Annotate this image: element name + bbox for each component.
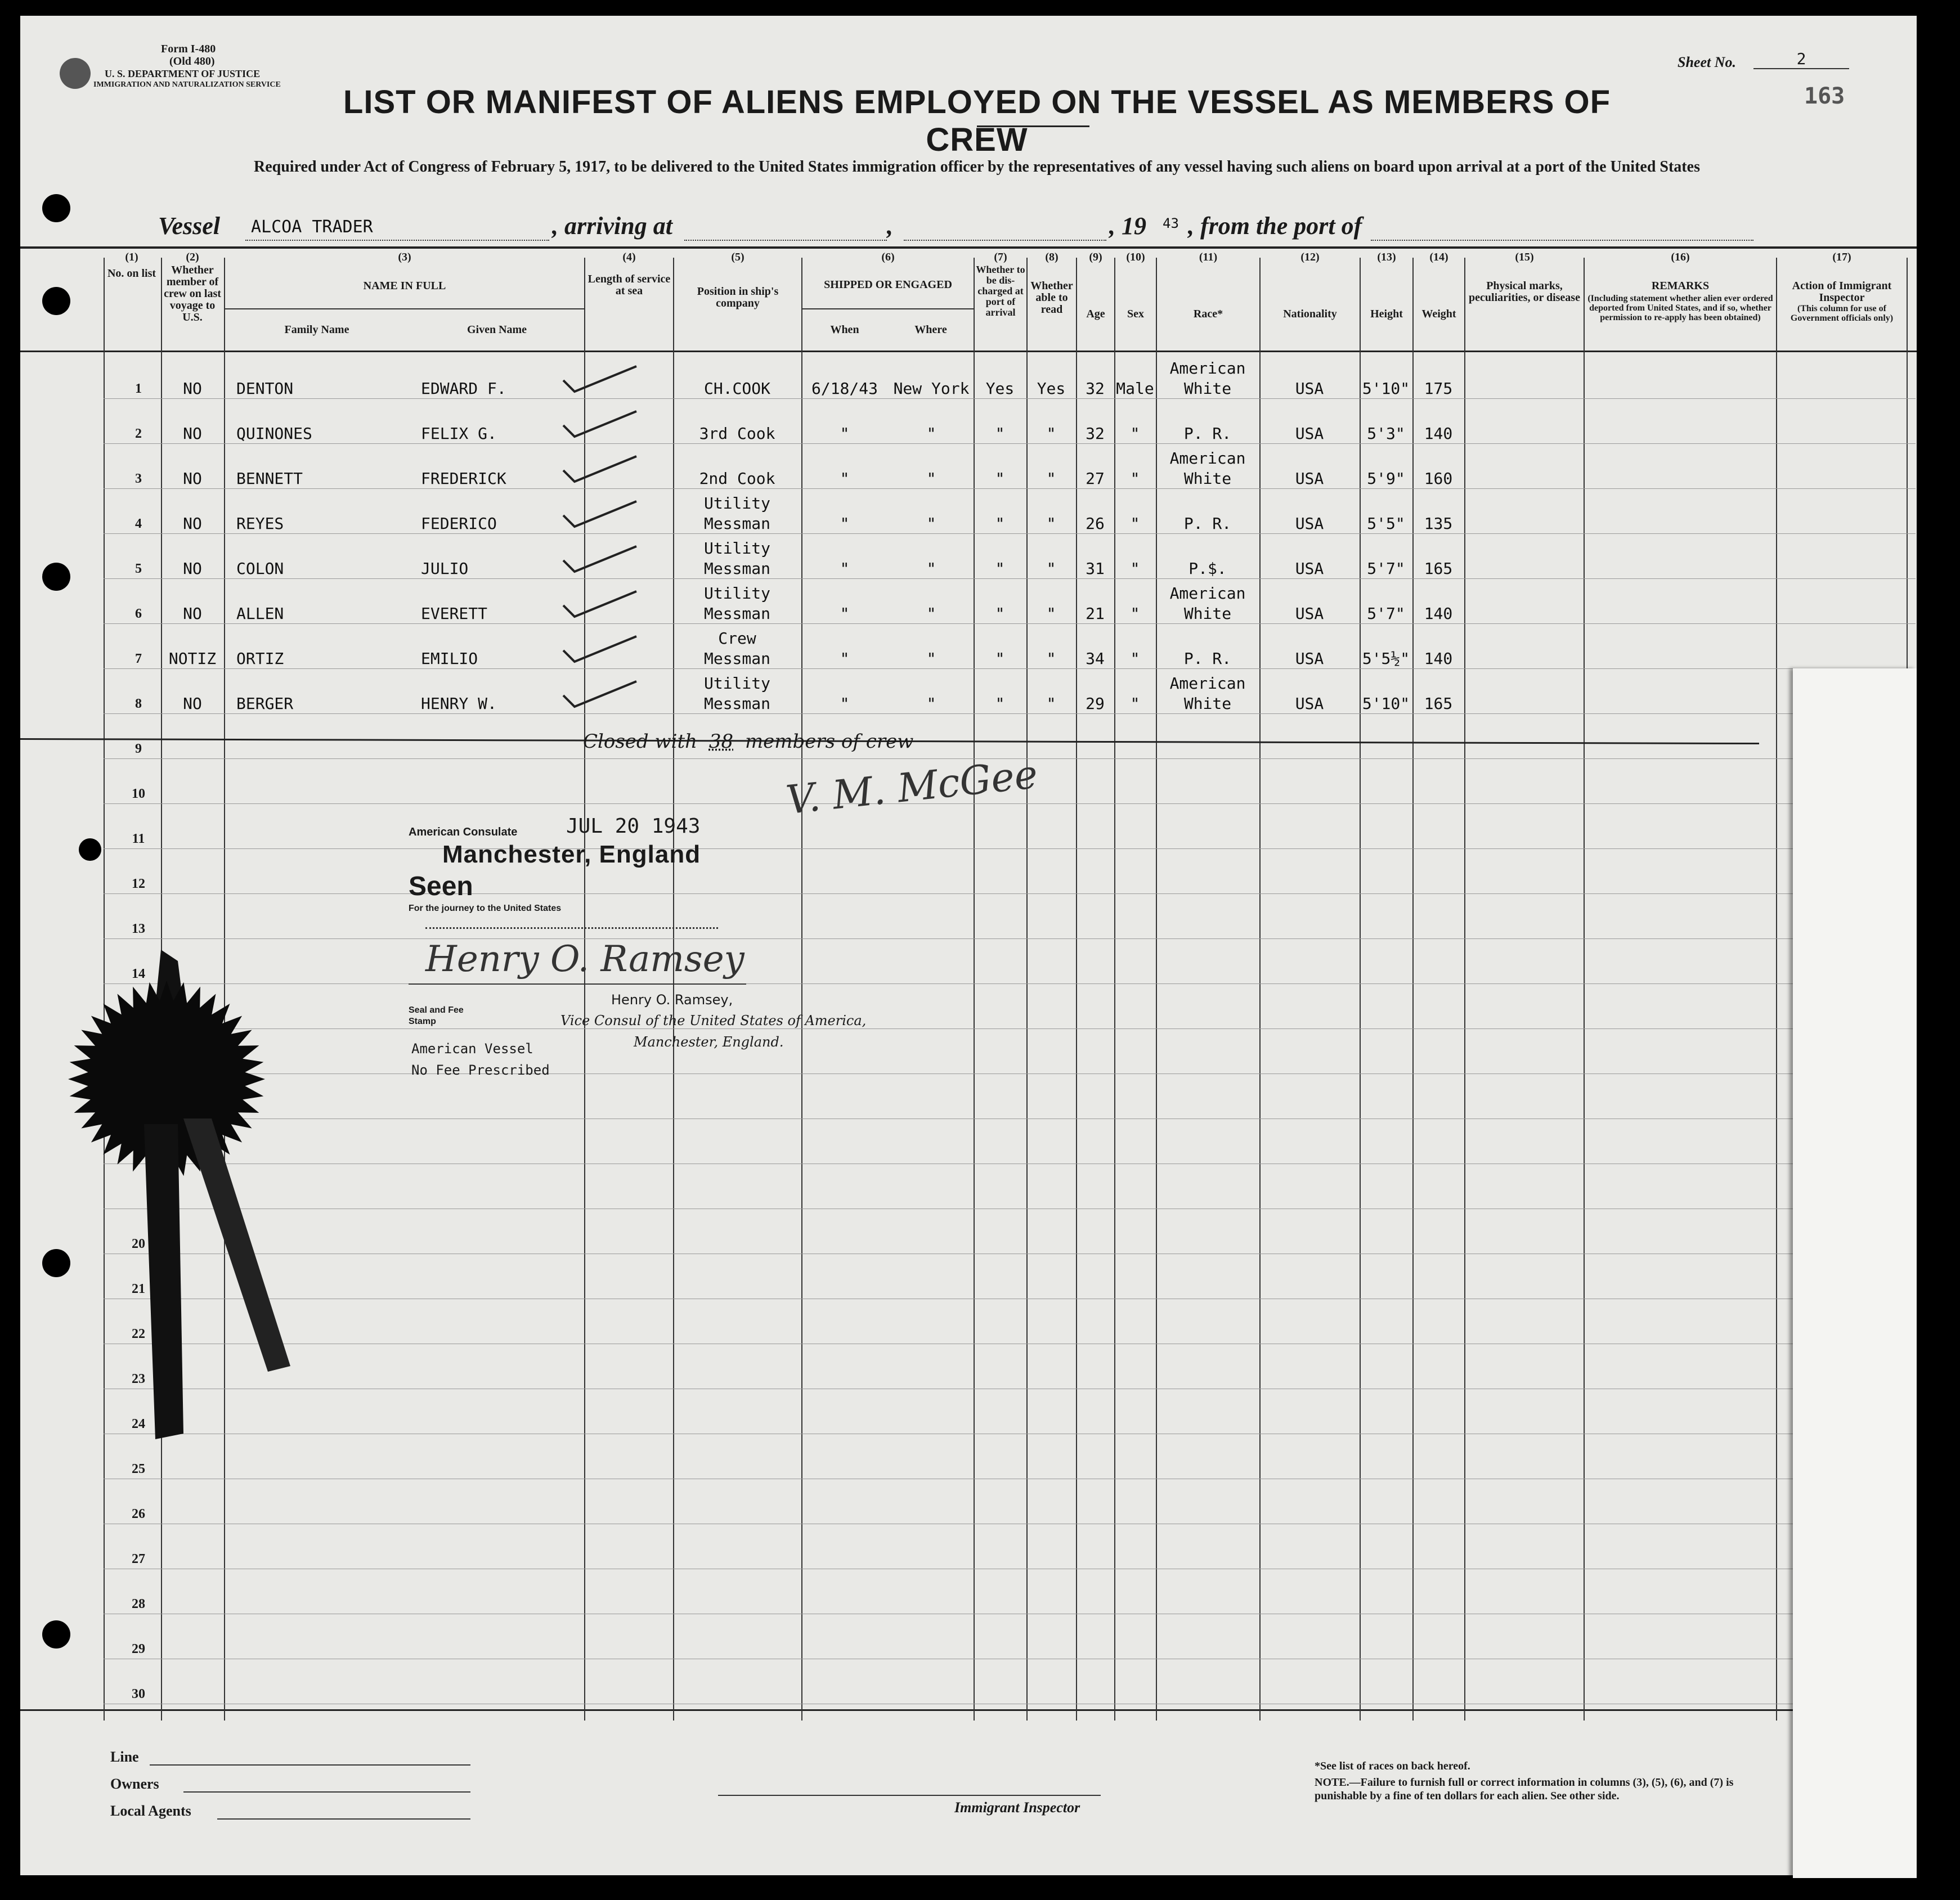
cell-read: " [1046,469,1056,488]
header-inspector-action: Action of Immigrant Inspector [1792,280,1892,304]
cell-weight: 160 [1424,469,1453,488]
check-mark-icon [560,544,639,577]
binder-hole-icon [42,563,70,591]
cell-read: " [1046,559,1056,578]
table-bottom-rule [20,1709,1917,1711]
inspector-label: Immigrant Inspector [954,1799,1080,1816]
consulate-journey: For the journey to the United States [409,904,562,913]
manifest-sheet: Form I-480 (Old 480) U. S. DEPARTMENT OF JUSTICE IMMIGRATION AND NATURALIZATION SERVICE Sheet No. 2 163 LIST OR MANIFEST OF ALIENS EMPLOYED ON THE VESSEL AS MEMBERS OF CREW Required under Act of Congress of February 5, 1917, to be delivered to the United States immigration officer by the representatives of any vessel having such aliens on board upon arrival at a port of the United States Vessel ALCOA TRADER , arriving at , , 19 43 , from the port of (1) (2) (3) (4) (5) (6) (7) (8) (9) (10) (11) (12) (13) (14) (15) (16) (17) No. on list Whether member of crew on last voyage to U.S. NAME IN FULL Family Name Given Name Length of service at sea Position in ship's company SHIPPED OR ENGAGED When Where Whether to be dis-charged at port of arrival Whether able to read Age Sex Race* Nationality Height Weight Physical marks, peculiarities, or disease REMARKS (Including statement whether alien ever ordered deported from United States, and if so, whether permission to re-apply has been obtained) Action of Immigrant Inspector (This column for use of Government officials only) 1 2 3 4 5 6 7 8 9 10 11 12 13 14 20 21 22 23 24 25 26 27 28 29 30 NO DENTON EDWARD F. CH.COOK 6/18/43 New York Yes Yes 32 Male American White USA 5'10" 175 NO QUINONES FELIX G. 3rd Cook " " " " 32 " P. R. USA 5'3" 140 NO BENNETT FREDERICK 2nd Cook " " " " 27 " American White USA 5'9" 160 NO REYES FEDERICO Utility Messman " " " " 26 " P. R. USA 5'5" 135 NO COLON JULIO Utility Messman " " " " 31 " P.$. USA 5'7" 165 NO ALLEN EVERETT Utility Messman " " " " 21 " American White USA 5'7" 140 NOTIZ ORTIZ EMILIO Crew Messman " " " " 34 " P. R. USA 5'5½" 140 NO BERGER HENRY W. Utility Messman " " " " 29 " American White USA 5'10" 165 Closed with 38 members of crew V. M. McGee American Consulate JUL 20 1943 Manchester, England Seen For the journey to the United States Henry O. Ramsey Seal and Fee Stamp Henry O. Ramsey, Vice Consul of the United States of America, Manchester, England. American Vessel No Fee Prescribed Line Owners Local Agents Immigrant Inspector *See list of races on back hereof. NOTE.—Failure to furnish full or correct information in columns (3), (5), (6), and (7) is punishable by a fine of ten dollars for each alien. See other side. [20,16,1917,1875]
cell-height: 5'10" [1362,379,1410,398]
year-suffix: 43 [1163,215,1179,231]
cell-age: 26 [1086,514,1105,533]
cell-family: DENTON [236,379,294,398]
cell-when: " [840,694,850,713]
header-family-name: Family Name [284,324,349,336]
header-length-service: Length of service at sea [587,273,671,297]
row-number: 7 [135,652,142,666]
cell-where: " [926,514,936,533]
cell-family: BENNETT [236,469,303,488]
cell-prev: NO [183,514,202,533]
check-mark-icon [560,453,639,487]
binder-hole-icon [42,287,70,315]
colnum-2: (2) [186,251,199,263]
row-rule [104,938,1916,939]
footer-owners-label: Owners [110,1776,159,1792]
inspector-rule [718,1795,1101,1796]
header-race: Race* [1193,308,1223,320]
cell-sex: " [1130,559,1140,578]
row-number: 25 [132,1462,145,1476]
cell-family: ALLEN [236,604,284,623]
binder-hole-icon [42,1249,70,1277]
cell-race: White [1183,469,1232,488]
cell-position: Utility [703,674,770,693]
cell-height: 5'3" [1367,424,1405,443]
row-number: 14 [132,967,145,981]
form-old-number: (Old 480) [169,55,215,68]
row-number: 5 [135,562,142,576]
header-position: Position in ship's company [697,285,779,309]
cell-weight: 140 [1424,649,1453,668]
row-number: 10 [132,787,145,801]
consul-name: Henry O. Ramsey, [611,992,733,1008]
footer-agents-rule [217,1818,470,1820]
row-number: 22 [132,1327,145,1341]
cell-race: American [1169,359,1246,378]
consul-signature-rule [409,983,746,985]
row-number: 4 [135,516,142,531]
cell-nat: USA [1295,514,1324,533]
colnum-11: (11) [1199,251,1218,263]
seal-fee-label: Seal and Fee Stamp [409,1005,464,1026]
arriving-label: , arriving at [552,212,672,240]
sheet-label: Sheet No. [1678,54,1736,70]
header-able-read: Whether able to read [1030,280,1073,316]
cell-age: 32 [1086,379,1105,398]
seal-icon [60,58,91,89]
no-fee-note: No Fee Prescribed [411,1062,550,1078]
consulate-date: JUL 20 1943 [566,815,701,838]
cell-given: FELIX G. [421,424,497,443]
cell-family: ORTIZ [236,649,284,668]
row-number: 24 [132,1417,145,1431]
colnum-7: (7) [994,251,1007,263]
colnum-14: (14) [1429,251,1448,263]
cell-weight: 140 [1424,424,1453,443]
department-label: U. S. DEPARTMENT OF JUSTICE [105,68,261,79]
binder-hole-icon [79,838,101,861]
cell-sex: " [1130,649,1140,668]
cell-age: 27 [1086,469,1105,488]
header-given-name: Given Name [467,324,527,336]
colnum-4: (4) [622,251,636,263]
cell-prev: NO [183,559,202,578]
cell-given: FREDERICK [421,469,506,488]
row-number: 20 [132,1237,145,1251]
cell-height: 5'5½" [1362,649,1410,668]
cell-nat: USA [1295,424,1324,443]
row-rule [104,398,1916,399]
colnum-5: (5) [731,251,744,263]
colnum-12: (12) [1300,251,1320,263]
cell-nat: USA [1295,649,1324,668]
cell-given: EDWARD F. [421,379,506,398]
cell-given: EMILIO [421,649,478,668]
cell-when: " [840,469,850,488]
cell-race: White [1183,604,1232,623]
consulate-seen: Seen [409,872,473,901]
cell-where: " [926,649,936,668]
header-shipped-engaged: SHIPPED OR ENGAGED [824,279,952,291]
closed-count: 38 [708,730,734,753]
check-mark-icon [560,363,639,397]
row-number: 9 [135,742,142,756]
header-sex: Sex [1127,308,1144,320]
cell-height: 5'9" [1367,469,1405,488]
row-number: 1 [135,381,142,396]
colnum-10: (10) [1126,251,1145,263]
title-rule [977,125,1089,127]
column-rule [1776,258,1777,1721]
footer-line-rule [150,1764,470,1766]
row-rule [104,623,1916,624]
cell-position: Utility [703,584,770,603]
header-name-in-full: NAME IN FULL [363,280,446,292]
cell-given: JULIO [421,559,469,578]
cell-when: 6/18/43 [811,379,878,398]
footer-owners-rule [183,1791,470,1793]
binder-hole-icon [42,1620,70,1649]
cell-position: Messman [703,604,770,623]
header-age: Age [1086,308,1105,320]
row-number: 13 [132,922,145,936]
cell-age: 31 [1086,559,1105,578]
cell-age: 34 [1086,649,1105,668]
cell-read: " [1046,514,1056,533]
closed-with-text [583,730,913,753]
row-rule [104,983,1916,984]
cell-read: " [1046,694,1056,713]
cell-sex: " [1130,604,1140,623]
colnum-8: (8) [1045,251,1059,263]
consulate-city: Manchester, England [442,841,701,868]
cell-read: Yes [1037,379,1066,398]
row-rule [104,488,1916,489]
cell-given: EVERETT [421,604,488,623]
consul-signature: Henry O. Ramsey [425,938,744,980]
cell-race: P. R. [1183,514,1232,533]
header-weight: Weight [1421,308,1456,320]
cell-position: CH.COOK [703,379,770,398]
colnum-15: (15) [1515,251,1534,263]
check-mark-icon [560,679,639,712]
cell-race: P.$. [1188,559,1227,578]
mcgee-signature: V. M. McGee [783,751,1040,824]
cell-when: " [840,649,850,668]
cell-weight: 165 [1424,559,1453,578]
cell-race: P. R. [1183,649,1232,668]
consulate-label: American Consulate [409,826,518,838]
cell-weight: 135 [1424,514,1453,533]
cell-where: " [926,469,936,488]
row-rule [104,848,1916,849]
header-physical-marks: Physical marks, peculiarities, or disease [1469,280,1580,304]
colnum-16: (16) [1671,251,1690,263]
cell-prev: NO [183,694,202,713]
cell-prev: NOTIZ [168,649,217,668]
page-number: 163 [1804,83,1845,109]
row-number: 11 [132,832,145,846]
arriving-underline [684,240,887,241]
cell-nat: USA [1295,469,1324,488]
cell-sex: " [1130,514,1140,533]
consul-title: Vice Consul of the United States of America, [560,1013,867,1028]
cell-position: 3rd Cook [699,424,775,443]
cell-given: HENRY W. [421,694,497,713]
cell-prev: NO [183,424,202,443]
name-header-rule [225,308,585,309]
cell-prev: NO [183,604,202,623]
cell-race: White [1183,694,1232,713]
header-no-on-list: No. on list [107,267,156,280]
cell-disch: " [995,469,1005,488]
cell-height: 5'5" [1367,514,1405,533]
cell-height: 5'10" [1362,694,1410,713]
date-underline [904,240,1106,241]
consul-place: Manchester, England. [634,1034,784,1050]
row-rule [104,668,1916,669]
sheet-number: 2 [1753,50,1849,69]
row-number: 30 [132,1687,145,1701]
cell-read: " [1046,649,1056,668]
header-remarks-note: (Including statement whether alien ever ordered deported from United States, and if so, whether permission to re-apply has been obtained) [1587,294,1773,322]
cell-weight: 140 [1424,604,1453,623]
cell-age: 32 [1086,424,1105,443]
cell-position: Utility [703,539,770,558]
cell-weight: 175 [1424,379,1453,398]
consul-sign-rule [425,927,718,929]
cell-disch: " [995,694,1005,713]
colnum-13: (13) [1377,251,1396,263]
row-number: 6 [135,607,142,621]
cell-nat: USA [1295,379,1324,398]
cell-family: BERGER [236,694,294,713]
cell-disch: " [995,604,1005,623]
colnum-6: (6) [881,251,895,263]
cell-disch: " [995,424,1005,443]
cell-when: " [840,514,850,533]
row-number: 23 [132,1372,145,1386]
cell-when: " [840,604,850,623]
cell-race: American [1169,674,1246,693]
races-note: *See list of races on back hereof. [1315,1760,1470,1772]
cell-race: American [1169,584,1246,603]
header-nationality: Nationality [1283,308,1337,320]
row-rule [104,1028,1916,1029]
page-subtitle: Required under Act of Congress of February 5, 1917, to be delivered to the United States immigration officer by the representatives of any vessel having such aliens on board upon arrival at a port of the United States [254,158,1700,176]
cell-sex: Male [1116,379,1154,398]
row-rule [104,578,1916,579]
cell-position: Utility [703,494,770,513]
cell-family: QUINONES [236,424,312,443]
header-height: Height [1370,308,1403,320]
column-rule [1464,258,1465,1721]
colnum-3: (3) [398,251,411,263]
row-number: 3 [135,471,142,486]
colnum-17: (17) [1832,251,1851,263]
cell-race: White [1183,379,1232,398]
cell-sex: " [1130,469,1140,488]
cell-position: Messman [703,514,770,533]
form-number: Form I-480 [161,43,216,55]
cell-height: 5'7" [1367,559,1405,578]
row-rule [104,1073,1916,1074]
american-vessel-note: American Vessel [411,1041,533,1057]
row-rule [104,443,1916,444]
consular-seal-icon [43,938,313,1445]
cell-nat: USA [1295,559,1324,578]
colnum-1: (1) [125,251,138,263]
cell-age: 21 [1086,604,1105,623]
row-rule [104,713,1916,714]
cell-position: Messman [703,694,770,713]
header-when: When [830,324,859,336]
cell-height: 5'7" [1367,604,1405,623]
cell-sex: " [1130,694,1140,713]
attached-slip [1793,668,1917,1878]
cell-read: " [1046,604,1056,623]
from-port-label: , from the port of [1188,212,1362,240]
table-top-rule [20,246,1917,249]
cell-where: " [926,694,936,713]
row-number: 26 [132,1507,145,1521]
cell-when: " [840,559,850,578]
row-number: 8 [135,697,142,711]
cell-race: P. R. [1183,424,1232,443]
row-number: 27 [132,1552,145,1566]
row-rule [104,803,1916,804]
cell-disch: " [995,514,1005,533]
year-prefix: , 19 [1109,212,1146,240]
table-header-rule [20,351,1917,352]
cell-disch: " [995,559,1005,578]
check-mark-icon [560,498,639,532]
header-inspector-note: (This column for use of Government officials only) [1790,304,1894,323]
header-prev-voyage: Whether member of crew on last voyage to U.S. [164,264,221,324]
row-number: 29 [132,1642,145,1656]
closed-prefix: Closed with [583,730,698,753]
closed-suffix: members of crew [744,730,914,753]
cell-prev: NO [183,469,202,488]
row-number: 21 [132,1282,145,1296]
cell-position: Messman [703,559,770,578]
header-remarks: REMARKS [1651,280,1710,292]
cell-nat: USA [1295,604,1324,623]
cell-position: Messman [703,649,770,668]
row-number: 28 [132,1597,145,1611]
cell-prev: NO [183,379,202,398]
shipped-header-rule [802,308,975,309]
vessel-label: Vessel [158,212,220,240]
page-title: LIST OR MANIFEST OF ALIENS EMPLOYED ON THE VESSEL AS MEMBERS OF CREW [343,84,1611,158]
column-rule [1584,258,1585,1721]
cell-nat: USA [1295,694,1324,713]
cell-weight: 165 [1424,694,1453,713]
check-mark-icon [560,589,639,622]
header-discharged: Whether to be dis-charged at port of arrival [976,264,1025,318]
header-where: Where [914,324,947,336]
cell-family: REYES [236,514,284,533]
check-mark-icon [560,634,639,667]
cell-sex: " [1130,424,1140,443]
row-number: 12 [132,877,145,891]
cell-when: " [840,424,850,443]
cell-read: " [1046,424,1056,443]
cell-race: American [1169,449,1246,468]
cell-where: " [926,424,936,443]
service-label: IMMIGRATION AND NATURALIZATION SERVICE [93,80,281,89]
colnum-9: (9) [1089,251,1102,263]
binder-hole-icon [42,194,70,222]
footer-line-label: Line [110,1749,139,1765]
fine-note: NOTE.—Failure to furnish full or correct information in columns (3), (5), (6), and (7) is punishable by a fine of ten dollars for each alien. See other side. [1315,1776,1734,1802]
cell-age: 29 [1086,694,1105,713]
row-rule [104,893,1916,894]
cell-family: COLON [236,559,284,578]
cell-where: " [926,604,936,623]
footer-agents-label: Local Agents [110,1803,191,1819]
vessel-underline [245,240,549,241]
cell-where: New York [893,379,970,398]
cell-where: " [926,559,936,578]
check-mark-icon [560,408,639,442]
row-number: 2 [135,426,142,441]
cell-disch: " [995,649,1005,668]
port-underline [1371,240,1753,241]
vessel-name: ALCOA TRADER [251,217,373,237]
cell-given: FEDERICO [421,514,497,533]
cell-position: Crew [718,629,756,648]
row-rule [104,533,1916,534]
cell-position: 2nd Cook [699,469,775,488]
cell-disch: Yes [985,379,1015,398]
